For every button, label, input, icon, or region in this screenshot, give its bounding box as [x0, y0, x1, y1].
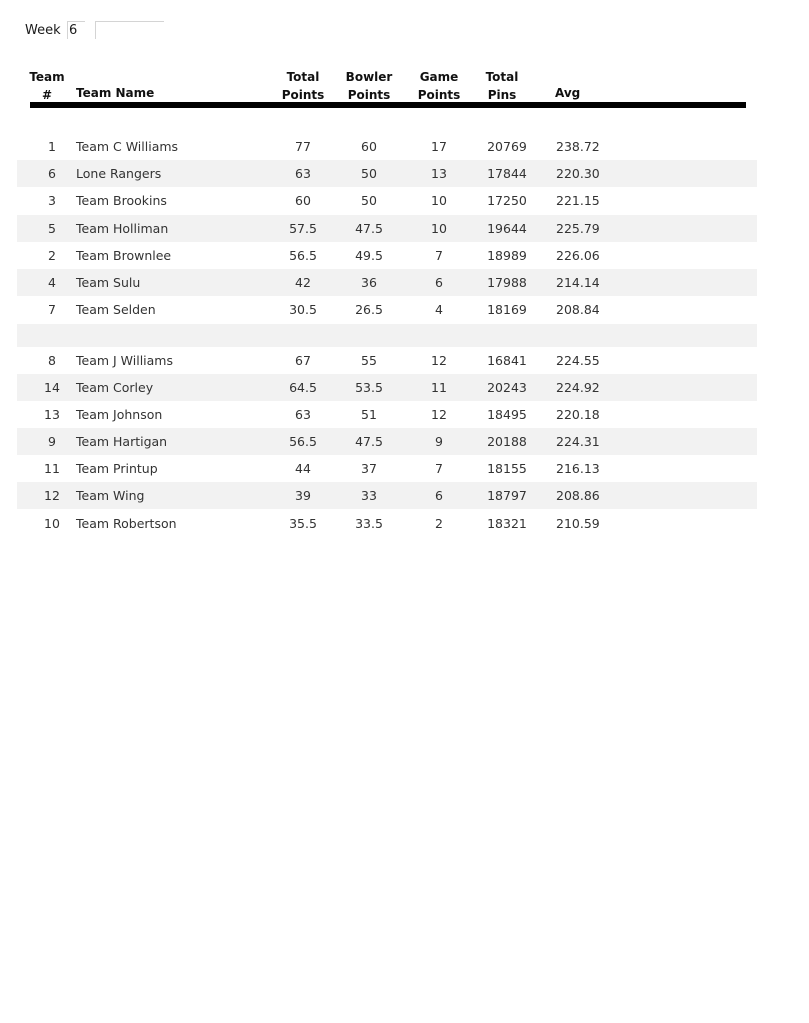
group-separator [17, 324, 757, 347]
table-row [17, 215, 757, 242]
team-number: 2 [48, 248, 56, 263]
bowler-points: 33.5 [355, 516, 383, 531]
game-points: 7 [435, 461, 443, 476]
header-team-number-line1: Team [29, 70, 65, 84]
total-points: 56.5 [289, 434, 317, 449]
average: 224.92 [556, 380, 600, 395]
team-number: 9 [48, 434, 56, 449]
total-pins: 19644 [487, 221, 527, 236]
game-points: 7 [435, 248, 443, 263]
total-pins: 18797 [487, 488, 527, 503]
header-total-points-line1: Total [286, 70, 320, 84]
table-row [17, 133, 757, 160]
bowler-points: 49.5 [355, 248, 383, 263]
total-pins: 18169 [487, 302, 527, 317]
average: 208.86 [556, 488, 600, 503]
game-points: 4 [435, 302, 443, 317]
average: 220.18 [556, 407, 600, 422]
average: 226.06 [556, 248, 600, 263]
average: 238.72 [556, 139, 600, 154]
header-game-points-line2: Points [417, 88, 461, 102]
team-name: Team Brookins [76, 193, 167, 208]
header-team-number [28, 68, 66, 104]
total-pins: 17844 [487, 166, 527, 181]
bowler-points: 36 [361, 275, 377, 290]
header-total-pins [480, 68, 524, 104]
total-points: 30.5 [289, 302, 317, 317]
average: 224.55 [556, 353, 600, 368]
table-row [17, 482, 757, 509]
total-pins: 18495 [487, 407, 527, 422]
week-label: Week [25, 23, 61, 38]
team-number: 5 [48, 221, 56, 236]
game-points: 17 [431, 139, 447, 154]
team-number: 1 [48, 139, 56, 154]
header-divider [30, 102, 746, 108]
header-bowler-points-line1: Bowler [345, 70, 393, 84]
bowler-points: 47.5 [355, 221, 383, 236]
header-game-points [412, 68, 466, 104]
header-team-name: Team Name [76, 86, 155, 100]
game-points: 13 [431, 166, 447, 181]
total-pins: 20188 [487, 434, 527, 449]
team-number: 13 [44, 407, 60, 422]
table-row [17, 269, 757, 296]
game-points: 6 [435, 488, 443, 503]
header-bowler-points [341, 68, 397, 104]
team-number: 3 [48, 193, 56, 208]
total-points: 60 [295, 193, 311, 208]
header-total-pins-line1: Total [485, 70, 519, 84]
team-number: 7 [48, 302, 56, 317]
table-row [17, 296, 757, 323]
game-points: 9 [435, 434, 443, 449]
table-row [17, 510, 757, 537]
total-points: 42 [295, 275, 311, 290]
team-name: Team Brownlee [76, 248, 172, 263]
team-name: Team C Williams [76, 139, 179, 154]
average: 220.30 [556, 166, 600, 181]
week-input[interactable] [67, 21, 85, 39]
bowler-points: 50 [361, 193, 377, 208]
game-points: 11 [431, 380, 447, 395]
total-pins: 20769 [487, 139, 527, 154]
team-name: Team Printup [76, 461, 158, 476]
total-points: 67 [295, 353, 311, 368]
bowler-points: 60 [361, 139, 377, 154]
average: 221.15 [556, 193, 600, 208]
team-name: Team Sulu [76, 275, 141, 290]
bowler-points: 50 [361, 166, 377, 181]
header-game-points-line1: Game [419, 70, 459, 84]
bowler-points: 55 [361, 353, 377, 368]
total-points: 77 [295, 139, 311, 154]
table-row [17, 347, 757, 374]
game-points: 12 [431, 407, 447, 422]
total-points: 63 [295, 166, 311, 181]
total-pins: 20243 [487, 380, 527, 395]
team-name: Team Corley [76, 380, 154, 395]
table-row [17, 242, 757, 269]
bowler-points: 37 [361, 461, 377, 476]
team-name: Lone Rangers [76, 166, 162, 181]
header-total-points-line2: Points [281, 88, 325, 102]
team-number: 12 [44, 488, 60, 503]
header-total-points [276, 68, 330, 104]
team-name: Team Robertson [76, 516, 177, 531]
game-points: 6 [435, 275, 443, 290]
team-name: Team Johnson [76, 407, 163, 422]
average: 210.59 [556, 516, 600, 531]
header-team-number-line2: # [41, 88, 53, 102]
bowler-points: 33 [361, 488, 377, 503]
total-points: 64.5 [289, 380, 317, 395]
total-pins: 18989 [487, 248, 527, 263]
table-row [17, 455, 757, 482]
header-avg: Avg [555, 86, 581, 100]
team-number: 6 [48, 166, 56, 181]
team-number: 11 [44, 461, 60, 476]
game-points: 12 [431, 353, 447, 368]
team-number: 8 [48, 353, 56, 368]
bowler-points: 51 [361, 407, 377, 422]
team-number: 10 [44, 516, 60, 531]
game-points: 2 [435, 516, 443, 531]
total-points: 39 [295, 488, 311, 503]
total-points: 35.5 [289, 516, 317, 531]
average: 216.13 [556, 461, 600, 476]
average: 224.31 [556, 434, 600, 449]
total-points: 44 [295, 461, 311, 476]
table-row [17, 374, 757, 401]
total-pins: 17988 [487, 275, 527, 290]
team-number: 14 [44, 380, 60, 395]
team-number: 4 [48, 275, 56, 290]
total-points: 63 [295, 407, 311, 422]
team-name: Team Selden [76, 302, 156, 317]
average: 225.79 [556, 221, 600, 236]
total-pins: 18155 [487, 461, 527, 476]
table-row [17, 187, 757, 214]
week-dropdown[interactable] [95, 21, 164, 39]
header-bowler-points-line2: Points [347, 88, 391, 102]
team-name: Team J Williams [76, 353, 173, 368]
header-total-pins-line2: Pins [487, 88, 517, 102]
table-row [17, 401, 757, 428]
team-name: Team Wing [76, 488, 145, 503]
total-points: 57.5 [289, 221, 317, 236]
team-name: Team Hartigan [76, 434, 168, 449]
bowler-points: 53.5 [355, 380, 383, 395]
average: 214.14 [556, 275, 600, 290]
game-points: 10 [431, 221, 447, 236]
bowler-points: 47.5 [355, 434, 383, 449]
total-pins: 16841 [487, 353, 527, 368]
total-points: 56.5 [289, 248, 317, 263]
game-points: 10 [431, 193, 447, 208]
table-row [17, 428, 757, 455]
total-pins: 18321 [487, 516, 527, 531]
total-pins: 17250 [487, 193, 527, 208]
table-row [17, 160, 757, 187]
average: 208.84 [556, 302, 600, 317]
bowler-points: 26.5 [355, 302, 383, 317]
team-name: Team Holliman [76, 221, 169, 236]
